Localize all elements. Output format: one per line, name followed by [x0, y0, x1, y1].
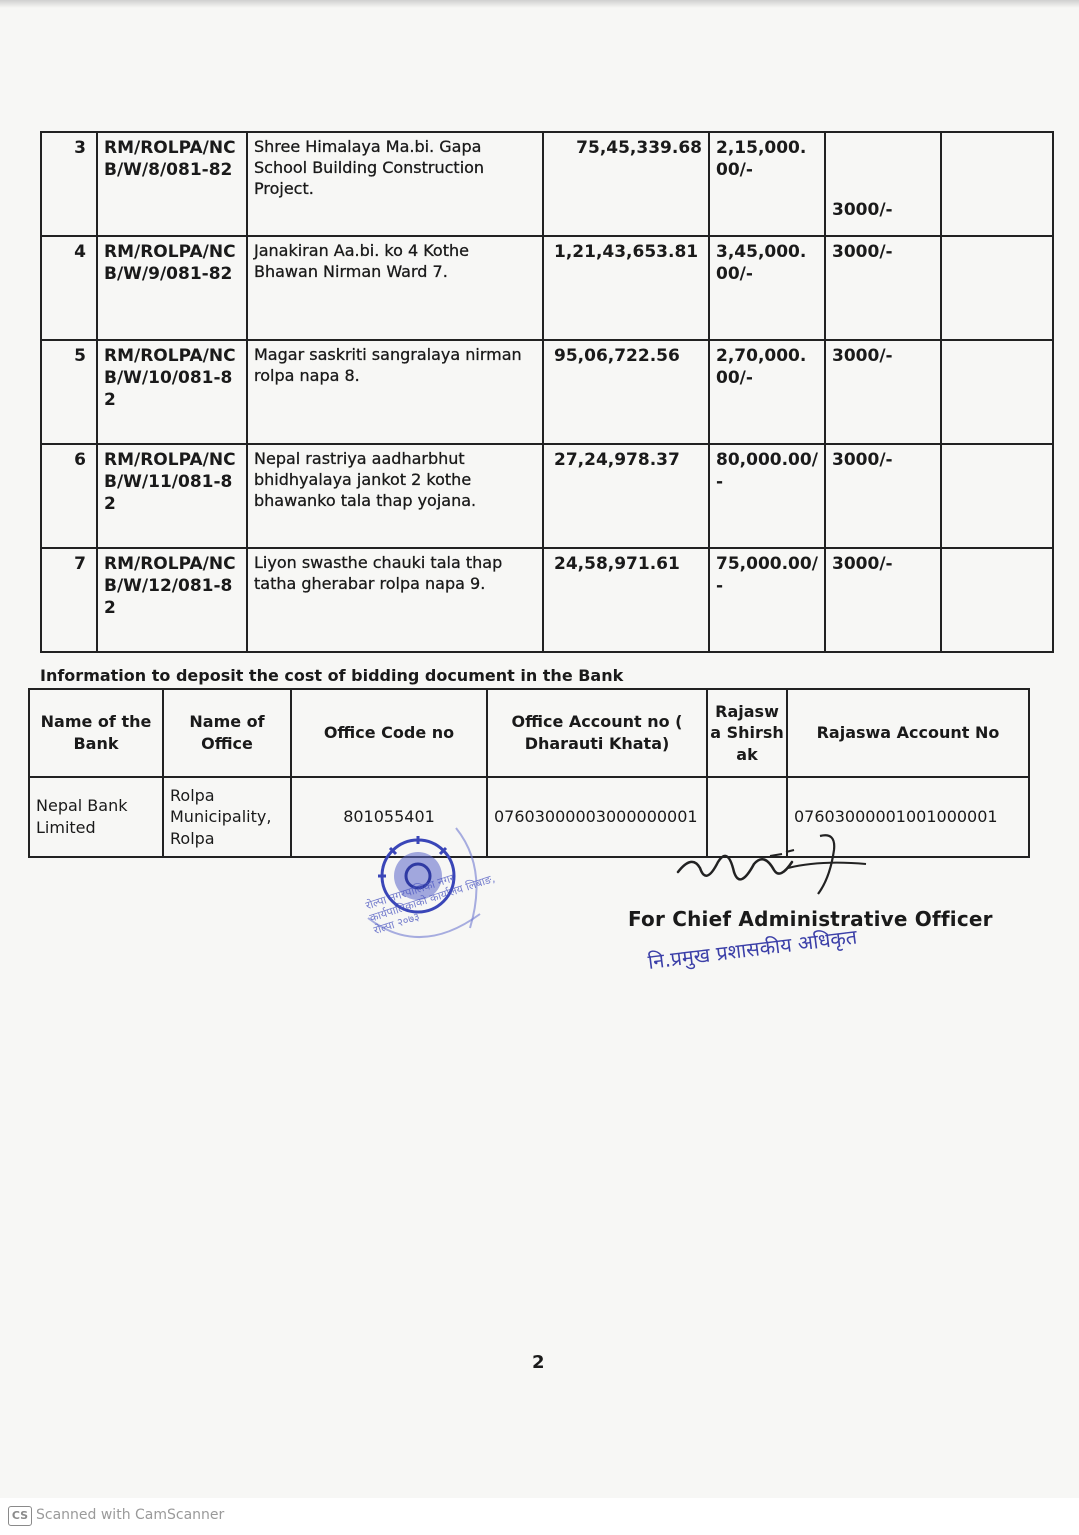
signature-icon: [670, 832, 880, 902]
table-row: [41, 132, 1053, 236]
officer-title: For Chief Administrative Officer: [628, 907, 993, 931]
row-bid-security: 80,000.00/-: [709, 444, 825, 548]
row-doc-fee: 3000/-: [825, 444, 941, 548]
office-code: 801055401: [291, 777, 487, 857]
header-bank-name: Name of the Bank: [29, 689, 163, 777]
header-office-name: Name of Office: [163, 689, 291, 777]
camscanner-logo-icon: CS: [8, 1506, 32, 1526]
tender-table: [40, 131, 1054, 653]
scanner-footer: [0, 1498, 1079, 1535]
row-sn: 6: [41, 444, 97, 548]
rajaswa-account-number: 07603000001001000001: [787, 777, 1029, 857]
row-project-name: Magar saskriti sangralaya nirman rolpa napa 8.: [247, 340, 543, 444]
row-bid-security: 2,70,000.00/-: [709, 340, 825, 444]
seal-text: रोल्पा नगरपालिका नगर कार्यपालिकाको कार्यालय लिबाङ, रोल्पा २०७३: [364, 871, 497, 938]
row-empty-cell: [941, 444, 1053, 548]
row-estimate: 24,58,971.61: [543, 548, 709, 652]
row-empty-cell: [941, 132, 1053, 236]
row-sn: 5: [41, 340, 97, 444]
row-empty-cell: [941, 548, 1053, 652]
row-doc-fee: 3000/-: [825, 340, 941, 444]
table-row: [41, 548, 1053, 652]
row-sn: 3: [41, 132, 97, 236]
row-project-name: Shree Himalaya Ma.bi. Gapa School Building Construction Project.: [247, 132, 543, 236]
row-doc-fee: 3000/-: [825, 236, 941, 340]
row-estimate: 27,24,978.37: [543, 444, 709, 548]
page-top-edge: [0, 0, 1079, 8]
officer-stamp-text: नि.प्रमुख प्रशासकीय अधिकृत: [646, 924, 859, 974]
header-office-account: Office Account no ( Dharauti Khata): [487, 689, 707, 777]
scanner-watermark-text: Scanned with CamScanner: [36, 1507, 225, 1523]
bank-table-header: [29, 689, 1029, 777]
header-rajaswa-shirshak: Rajaswa Shirshak: [707, 689, 787, 777]
row-project-name: Janakiran Aa.bi. ko 4 Kothe Bhawan Nirman Ward 7.: [247, 236, 543, 340]
table-row: [41, 236, 1053, 340]
table-row: [41, 444, 1053, 548]
row-estimate: 1,21,43,653.81: [543, 236, 709, 340]
office-account-number: 07603000003000000001: [487, 777, 707, 857]
row-estimate: 75,45,339.68: [543, 132, 709, 236]
header-rajaswa-account: Rajaswa Account No: [787, 689, 1029, 777]
bank-name: Nepal Bank Limited: [29, 777, 163, 857]
table-header-row: [29, 689, 1029, 777]
row-bid-security: 3,45,000.00/-: [709, 236, 825, 340]
row-bid-security: 75,000.00/-: [709, 548, 825, 652]
row-doc-fee: 3000/-: [825, 132, 941, 236]
bank-info-caption: Information to deposit the cost of bidding document in the Bank: [40, 666, 624, 685]
row-contract-code: RM/ROLPA/NCB/W/9/081-82: [97, 236, 247, 340]
office-name: Rolpa Municipality, Rolpa: [163, 777, 291, 857]
row-empty-cell: [941, 340, 1053, 444]
row-estimate: 95,06,722.56: [543, 340, 709, 444]
row-contract-code: RM/ROLPA/NCB/W/10/081-82: [97, 340, 247, 444]
table-row: [41, 340, 1053, 444]
header-office-code: Office Code no: [291, 689, 487, 777]
row-project-name: Liyon swasthe chauki tala thap tatha gherabar rolpa napa 9.: [247, 548, 543, 652]
row-contract-code: RM/ROLPA/NCB/W/11/081-82: [97, 444, 247, 548]
row-contract-code: RM/ROLPA/NCB/W/12/081-82: [97, 548, 247, 652]
tender-table-body: [41, 132, 1053, 652]
row-project-name: Nepal rastriya aadharbhut bhidhyalaya jankot 2 kothe bhawanko tala thap yojana.: [247, 444, 543, 548]
row-bid-security: 2,15,000.00/-: [709, 132, 825, 236]
row-empty-cell: [941, 236, 1053, 340]
page-number: 2: [532, 1352, 545, 1373]
row-sn: 4: [41, 236, 97, 340]
row-contract-code: RM/ROLPA/NCB/W/8/081-82: [97, 132, 247, 236]
row-doc-fee: 3000/-: [825, 548, 941, 652]
row-sn: 7: [41, 548, 97, 652]
